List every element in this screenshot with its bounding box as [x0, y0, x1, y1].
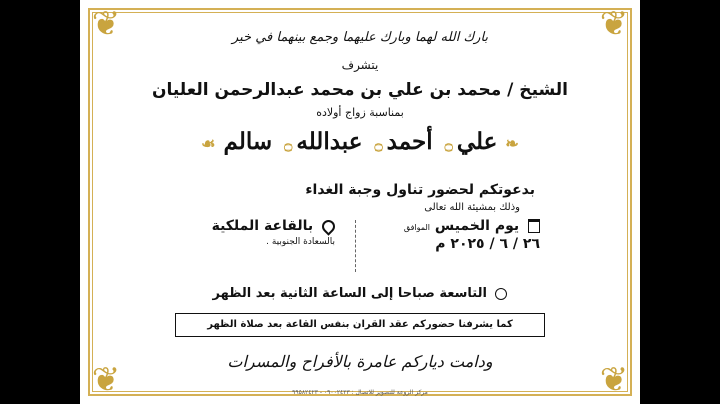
flourish-icon: ☙: [201, 134, 216, 153]
separator-icon: ۝: [284, 137, 293, 153]
corresponding-label: الموافق: [403, 223, 431, 232]
blessing-calligraphy: بارك الله لهما وبارك عليهما وجمع بينهما في خير: [231, 30, 489, 45]
groom-name: عبدالله: [296, 128, 363, 155]
clock-icon: [495, 288, 507, 300]
corner-ornament-icon: ❦: [599, 360, 629, 400]
divider: [355, 220, 356, 272]
printer-footer: مركز الروعة للتصوير للاتصال : ٠٩٠٠٢٤٢٣ - ٩٩٥٨٢٤٢٣: [292, 389, 428, 396]
location-pin-icon: [319, 217, 337, 235]
date-block: [365, 218, 540, 252]
god-willing-text: وذلك بمشيئة الله تعالى: [424, 202, 520, 213]
groom-name: سالم: [223, 128, 273, 155]
invitation-card: [80, 0, 640, 404]
groom-name: علي: [456, 128, 498, 155]
closing-calligraphy: ودامت دياركم عامرة بالأفراح والمسرات: [227, 352, 493, 371]
separator-icon: ۝: [444, 137, 453, 153]
venue-location: بالسعادة الجنوبية .: [266, 237, 335, 247]
invitation-text: بدعوتكم لحضور تناول وجبة الغداء: [305, 182, 535, 198]
calendar-icon: [528, 219, 540, 233]
groom-name: أحمد: [386, 128, 433, 155]
venue-block: [160, 218, 335, 247]
occasion-text: بمناسبة زواج أولاده: [316, 106, 404, 119]
corner-ornament-icon: ❦: [91, 4, 121, 44]
separator-icon: ۝: [374, 137, 383, 153]
time-range: [80, 286, 640, 301]
day-label: يوم الخميس: [434, 218, 520, 234]
time-text: التاسعة صباحا إلى الساعة الثانية بعد الظهر: [212, 286, 487, 301]
host-name: الشيخ / محمد بن علي بن محمد عبدالرحمن العليان: [151, 80, 569, 100]
contract-note-box: كما يشرفنا حضوركم عقد القران بنفس القاعة بعد صلاة الظهر: [175, 313, 545, 337]
grooms-names: [170, 128, 550, 162]
flourish-icon: ❧: [505, 134, 519, 153]
corner-ornament-icon: ❦: [91, 360, 121, 400]
corner-ornament-icon: ❦: [599, 4, 629, 44]
venue-name: بالقاعة الملكية: [211, 218, 314, 234]
event-date: ٢٦ / ٦ / ٢٠٢٥ م: [435, 236, 540, 252]
honored-by-label: يتشرف: [341, 58, 379, 72]
